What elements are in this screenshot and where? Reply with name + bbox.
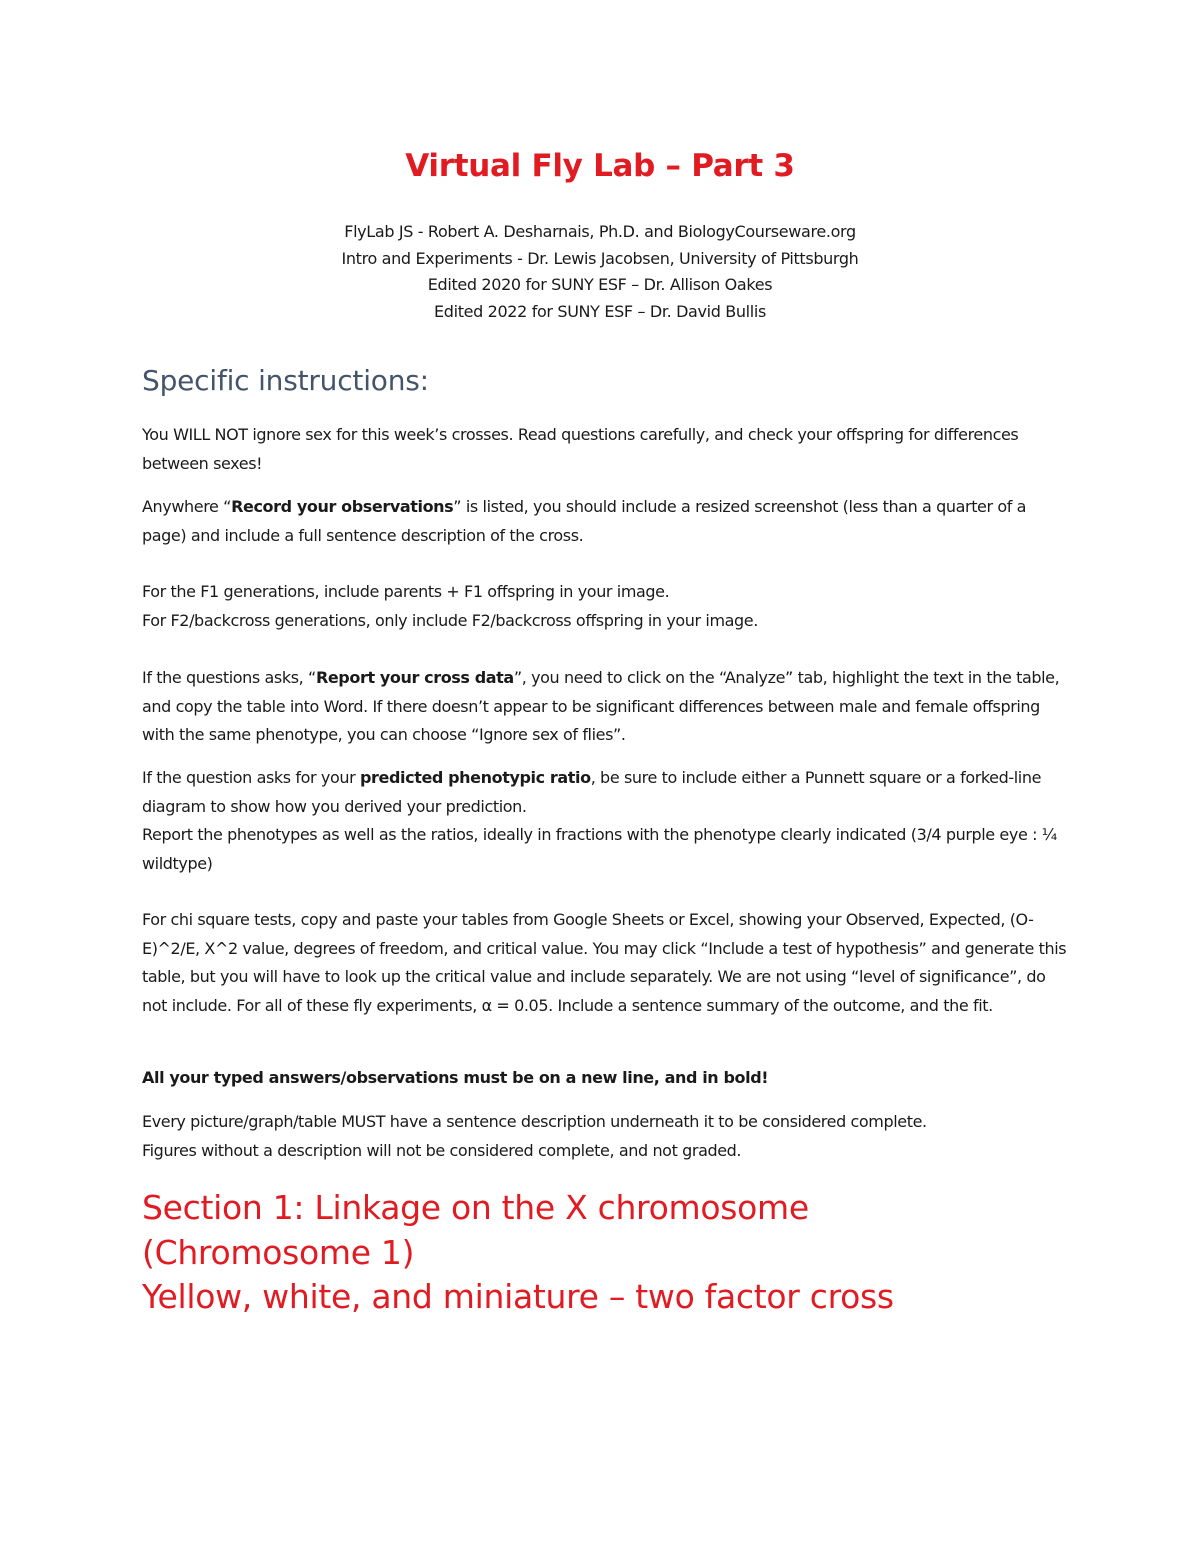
text-run: ”, you need to click on the “Analyze” tab, highlight the text in the table, and copy the table into Word. If there doesn’t appear to be significant differences between male and female offspring with the same phenotype, you can choose “Ignore sex of flies”. — [142, 668, 1060, 744]
bold-run: All your typed answers/observations must be on a new line, and in bold! — [142, 1068, 769, 1087]
credit-line: Edited 2020 for SUNY ESF – Dr. Allison Oakes — [427, 275, 773, 294]
section-heading-line: Yellow, white, and miniature – two factor cross — [142, 1277, 894, 1316]
paragraph-generations — [142, 578, 1067, 635]
credit-line: FlyLab JS - Robert A. Desharnais, Ph.D. and BiologyCourseware.org — [344, 222, 856, 241]
bold-run: Report your cross data — [315, 668, 514, 687]
bold-run: predicted phenotypic ratio — [359, 768, 591, 787]
paragraph-chi-square: For chi square tests, copy and paste your tables from Google Sheets or Excel, showing your Observed, Expected, (O-E)^2/E, X^2 value, degrees of freedom, and critical value. You may click “Include a test of hypothesis” and generate this table, but you will have to look up the critical value and include separately. We are not using “level of significance”, do not include. For all of these fly experiments, α = 0.05. Include a sentence summary of the outcome, and the fit. — [142, 910, 1067, 1015]
text-run: , be sure to include either a Punnett square or a forked-line diagram to show how you derived your prediction. — [142, 768, 1042, 816]
text-run: If the questions asks, “ — [142, 668, 316, 687]
paragraph-bold-answers — [142, 1064, 1067, 1093]
paragraph-report-cross-data — [142, 664, 1067, 750]
bold-run: Record your observations — [231, 497, 454, 516]
section-heading-line: Section 1: Linkage on the X chromosome — [142, 1188, 809, 1227]
instructions-heading: Specific instructions: — [142, 364, 429, 397]
paragraph-ignore-sex: You WILL NOT ignore sex for this week’s crosses. Read questions carefully, and check your offspring for differences between sexes! — [142, 425, 1019, 473]
text-line: For the F1 generations, include parents + F1 offspring in your image. — [142, 582, 670, 601]
paragraph-figure-descriptions — [142, 1108, 1067, 1165]
text-run: Report the phenotypes as well as the ratios, ideally in fractions with the phenotype clearly indicated (3/4 purple eye : ¼ wildtype) — [142, 825, 1057, 873]
credit-line: Intro and Experiments - Dr. Lewis Jacobsen, University of Pittsburgh — [341, 248, 859, 268]
paragraph-record-observations — [142, 493, 1067, 550]
text-line: Figures without a description will not be considered complete, and not graded. — [142, 1140, 742, 1160]
section-1-heading — [142, 1186, 894, 1320]
text-run: If the question asks for your — [142, 768, 360, 787]
text-line: Every picture/graph/table MUST have a sentence description underneath it to be considered complete. — [142, 1112, 927, 1131]
text-line: For F2/backcross generations, only include F2/backcross offspring in your image. — [142, 610, 758, 630]
credits-block — [142, 219, 1058, 325]
credit-line: Edited 2022 for SUNY ESF – Dr. David Bullis — [434, 301, 766, 321]
paragraph-predicted-ratio — [142, 764, 1067, 878]
text-run: ” is listed, you should include a resized screenshot (less than a quarter of a page) and include a full sentence description of the cross. — [142, 497, 1027, 545]
document-title: Virtual Fly Lab – Part 3 — [405, 148, 795, 184]
text-run: Anywhere “ — [142, 497, 232, 516]
section-heading-line: (Chromosome 1) — [142, 1232, 415, 1272]
